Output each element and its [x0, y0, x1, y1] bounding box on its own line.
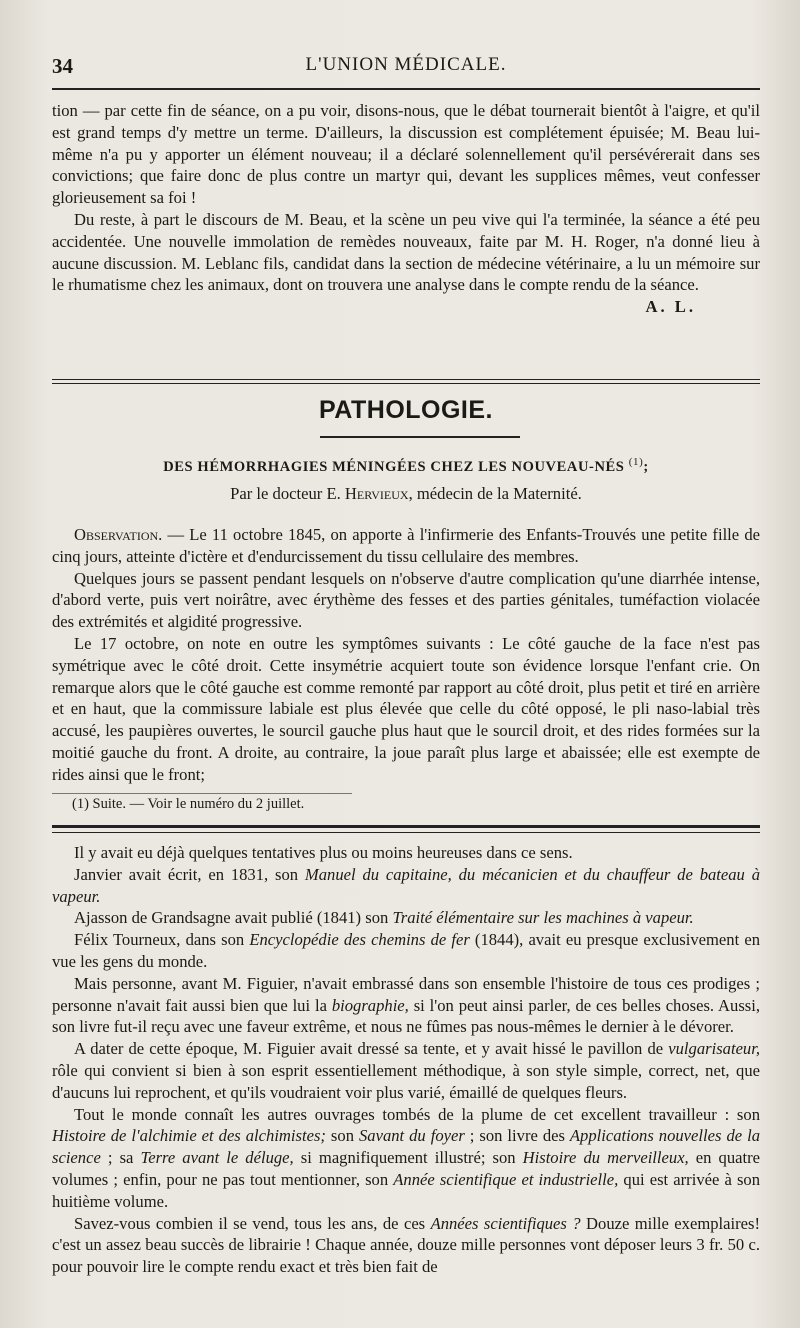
section-divider	[52, 379, 760, 384]
page-header	[52, 52, 760, 82]
running-title: L'UNION MÉDICALE.	[305, 54, 507, 75]
emphasis: vulgarisateur,	[668, 1039, 760, 1059]
observation-text: — Le 11 octobre 1845, on apporte à l'infirmerie des Enfants-Trouvés une petite fille de cinq jours, atteinte d'ictère et d'endurcissement du tissu cellulaire des membres.	[52, 525, 760, 566]
intro-signature: A. L.	[645, 297, 696, 317]
author-name: Hervieux	[344, 484, 409, 503]
feuilleton-divider	[52, 825, 760, 833]
section-title-rule	[320, 436, 520, 438]
book-title: Histoire du merveilleux,	[522, 1148, 689, 1168]
author-line	[52, 484, 760, 504]
article-title-note: (1)	[628, 456, 644, 468]
text-run: qui est arrivée à son huitième volume.	[52, 1169, 760, 1211]
footnote: (1) Suite. — Voir le numéro du 2 juillet.	[72, 796, 305, 812]
article-title-text: DES HÉMORRHAGIES MÉNINGÉES CHEZ LES NOUVEAU-NÉS	[163, 458, 625, 475]
feuilleton-paragraph-1: Il y avait eu déjà quelques tentatives plus ou moins heureuses dans ce sens.	[74, 843, 573, 862]
text-run: Tout le monde connaît les autres ouvrages tombés de la plume de cet excellent travailleur : son	[74, 1104, 760, 1124]
book-title: Histoire de l'alchimie et des alchimistes;	[52, 1126, 326, 1146]
feuilleton-section	[52, 842, 760, 1278]
text-run: rôle qui convient si bien à son esprit essentiellement méthodique, à son style simple, correct, net, que d'aucuns lui reprochent, et qu'ils voudraient voir plus varié, émaillé de quelques fleurs.	[52, 1060, 760, 1102]
observation-section	[52, 524, 760, 786]
page-number: 34	[52, 54, 73, 78]
text-run: son	[325, 1126, 359, 1146]
author-prefix: Par le docteur E.	[230, 484, 341, 503]
intro-paragraph-2: Du reste, à part le discours de M. Beau, et la scène un peu vive qui l'a terminée, la séance a été peu accidentée. Une nouvelle immolation de remèdes nouveaux, faite par M. H. Roger, n'a donné lieu à aucune discussion. M. Leblanc fils, candidat dans la section de médecine vétérinaire, a lu un mémoire sur le rhumatisme chez les animaux, dont on trouvera une analyse dans le compte rendu de la séance.	[52, 209, 760, 295]
text-run: Savez-vous combien il se vend, tous les ans, de ces	[74, 1213, 431, 1233]
section-title: PATHOLOGIE.	[318, 396, 494, 424]
feuilleton-paragraph-2	[52, 864, 760, 908]
article-title	[52, 456, 760, 476]
feuilleton-paragraph-7	[52, 1104, 760, 1213]
book-title: Manuel du capitaine, du mécanicien et du chauffeur de bateau à vapeur.	[52, 864, 760, 906]
text-run: Félix Tourneux, dans son	[74, 930, 250, 950]
feuilleton-paragraph-3	[52, 907, 760, 929]
text-run: si l'on peut ainsi parler, de ces belles choses. Aussi, son livre fut-il reçu avec une faveur extrême, et nous ne fûmes pas nous-mêmes le dernier à le dévorer.	[52, 995, 760, 1037]
book-title: Années scientifiques ?	[430, 1213, 581, 1233]
text-run: Ajasson de Grandsagne avait publié (1841) son	[74, 908, 393, 928]
text-run: Mais personne, avant M. Figuier, n'avait embrassé dans son ensemble l'histoire de tous ces prodiges ; personne n'avait fait aussi bien que lui la	[52, 973, 760, 1015]
text-run: ; son livre des	[464, 1126, 570, 1146]
feuilleton-paragraph-8	[52, 1213, 760, 1278]
book-title: Terre avant le déluge,	[140, 1148, 294, 1168]
text-run: A dater de cette époque, M. Figuier avait dressé sa tente, et y avait hissé le pavillon de	[74, 1039, 669, 1059]
book-title: Année scientifique et industrielle,	[393, 1169, 619, 1189]
observation-paragraph-2: Quelques jours se passent pendant lesquels on n'observe d'autre complication qu'une diarrhée intense, d'abord verte, puis vert noirâtre, avec érythème des fesses et des parties génitales, tuméfaction violacée des extrémités et algidité progressive.	[52, 568, 760, 632]
intro-section	[52, 100, 760, 318]
observation-paragraph-1	[52, 524, 760, 568]
text-run: Douze mille exemplaires! c'est un assez beau succès de librairie ! Chaque année, douze mille personnes vont déposer leurs 3 fr. 50 c. pour pouvoir lire le compte rendu exact et très bien fait de	[52, 1213, 760, 1277]
text-run: en quatre volumes ; enfin, pour ne pas tout mentionner, son	[52, 1148, 760, 1189]
feuilleton-paragraph-5	[52, 973, 760, 1038]
author-suffix: , médecin de la Maternité.	[408, 484, 582, 503]
article-title-end: ;	[643, 458, 649, 475]
emphasis: biographie,	[331, 995, 409, 1015]
book-title: Encyclopédie des chemins de fer	[249, 930, 470, 950]
text-run: ; sa	[100, 1148, 141, 1168]
header-rule	[52, 88, 760, 90]
observation-paragraph-3: Le 17 octobre, on note en outre les symptômes suivants : Le côté gauche de la face n'est pas symétrique avec le côté droit. Cette insymétrie acquiert toute son évidence lorsque l'enfant crie. On remarque alors que le côté gauche est comme remonté par rapport au côté droit, plus petit et tiré en arrière et en haut, que la commissure labiale est plus élevée que celle du côté opposé, le pli naso-labial très accusé, les paupières ouvertes, le sourcil gauche plus haut que le sourcil droit, et des rides formées sur la moitié gauche du front. A droite, au contraire, la joue paraît plus large et abaissée; elle est exempte de rides ainsi que le front;	[52, 633, 760, 784]
feuilleton-paragraph-4	[52, 929, 760, 973]
footnote-rule	[52, 793, 352, 794]
book-title: Traité élémentaire sur les machines à vapeur.	[392, 908, 694, 928]
book-title: Applications nouvelles de la science	[52, 1126, 760, 1168]
book-title: Savant du foyer	[358, 1126, 465, 1146]
text-run: Janvier avait écrit, en 1831, son	[74, 864, 305, 884]
feuilleton-paragraph-6	[52, 1038, 760, 1103]
intro-paragraph-1: tion — par cette fin de séance, on a pu voir, disons-nous, que le débat tournerait bientôt à l'aigre, et qu'il est grand temps d'y mettre un terme. D'ailleurs, la discussion est complétement épuisée; M. Beau lui-même n'a pu y apporter un élément nouveau; il a déclaré solennellement qu'il persévérerait dans ses convictions; que faire donc de plus contre un martyr qui, devant les supplices mêmes, veut confesser glorieusement sa foi !	[52, 101, 760, 208]
text-run: (1844), avait eu presque exclusivement en vue les gens du monde.	[52, 930, 760, 971]
observation-label: Observation.	[74, 525, 163, 544]
text-run: si magnifiquement illustré; son	[293, 1148, 523, 1168]
